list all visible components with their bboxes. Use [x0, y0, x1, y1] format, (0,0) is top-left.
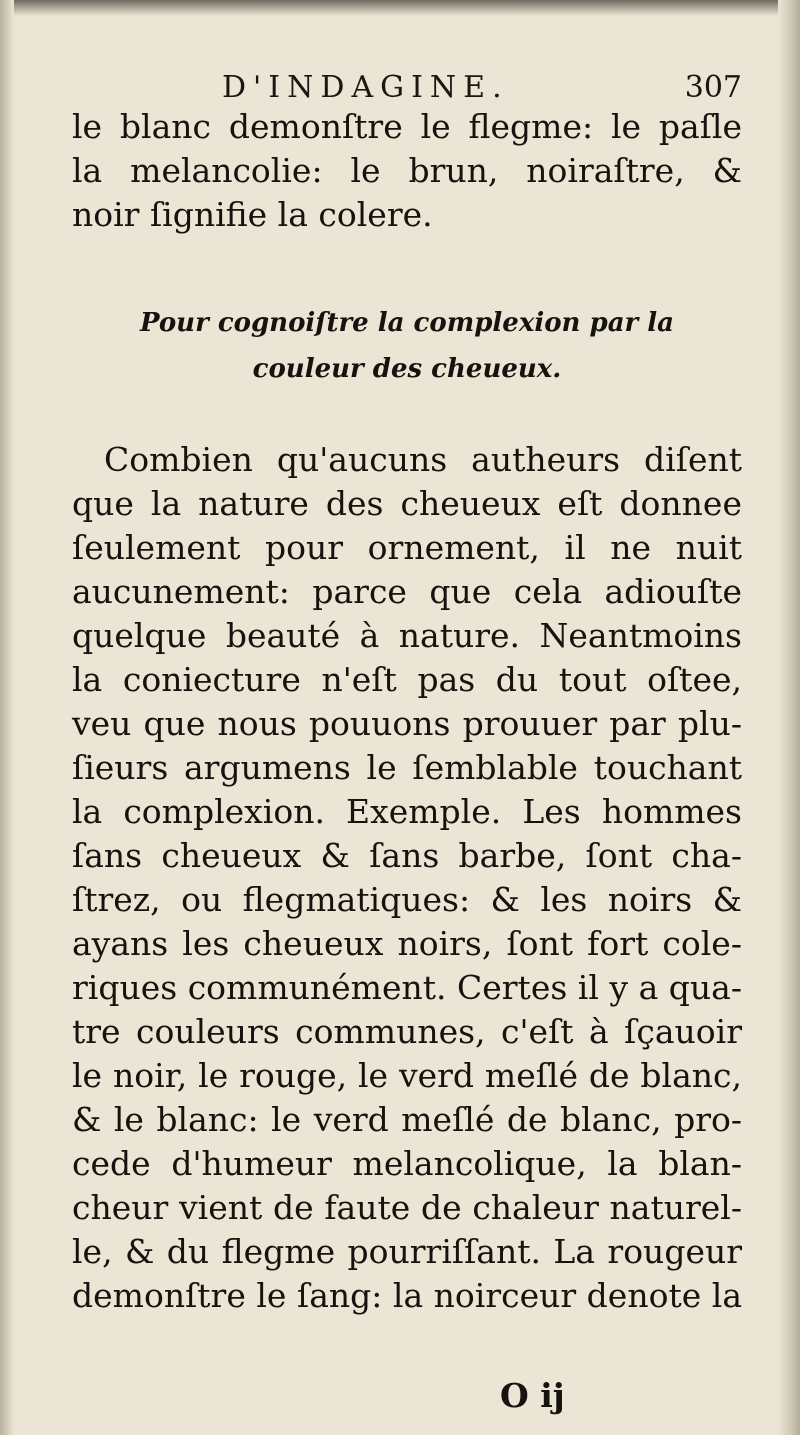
paragraph-body: [72, 438, 742, 1318]
section-heading: [72, 300, 742, 392]
page-left-edge: [0, 0, 14, 1435]
heading-line: couleur des cheueux.: [252, 354, 562, 384]
page-top-edge: [0, 0, 800, 16]
text-line: noir ſignifie la colere.: [72, 195, 433, 234]
text-line: la coniecture n'eſt pas du tout oſtee,: [72, 660, 742, 699]
text-line: Combien qu'aucuns autheurs diſent: [104, 440, 742, 479]
text-line: aucunement: parce que cela adiouſte: [72, 572, 742, 611]
text-line: que la nature des cheueux eſt donnee: [72, 484, 742, 523]
page-right-edge: [778, 0, 800, 1435]
text-line: ayans les cheueux noirs, ſont fort cole-: [72, 924, 742, 963]
text-line: la melancolie: le brun, noiraſtre, &: [72, 151, 742, 190]
text-line: cede d'humeur melancolique, la blan-: [72, 1144, 742, 1183]
text-line: demonſtre le ſang: la noirceur denote la: [72, 1276, 742, 1315]
text-line: ſtrez, ou flegmatiques: & les noirs &: [72, 880, 742, 919]
page-number: 307: [684, 70, 742, 105]
text-line: riques communément. Certes il y a qua-: [72, 968, 742, 1007]
text-line: cheur vient de faute de chaleur naturel-: [72, 1188, 742, 1227]
text-line: le blanc demonſtre le flegme: le paſle: [72, 107, 742, 146]
text-line: ſeulement pour ornement, il ne nuit: [72, 528, 742, 567]
heading-line: Pour cognoiſtre la complexion par la: [139, 308, 675, 338]
text-line: le, & du flegme pourriſſant. La rougeur: [72, 1232, 742, 1271]
signature-mark: O ij: [500, 1376, 565, 1415]
text-line: le noir, le rouge, le verd meſlé de blanc,: [72, 1056, 742, 1095]
running-head: [72, 70, 742, 110]
text-line: & le blanc: le verd meſlé de blanc, pro-: [72, 1100, 742, 1139]
running-head-title: D'INDAGINE.: [222, 70, 509, 105]
text-line: ſieurs argumens le ſemblable touchant: [72, 748, 742, 787]
text-line: ſans cheueux & ſans barbe, ſont cha-: [72, 836, 742, 875]
text-line: la complexion. Exemple. Les hommes: [72, 792, 742, 831]
text-line: veu que nous pouuons prouuer par plu-: [72, 704, 742, 743]
text-line: quelque beauté à nature. Neantmoins: [72, 616, 742, 655]
paragraph-continued: [72, 105, 742, 237]
text-line: tre couleurs communes, c'eſt à ſçauoir: [72, 1012, 742, 1051]
